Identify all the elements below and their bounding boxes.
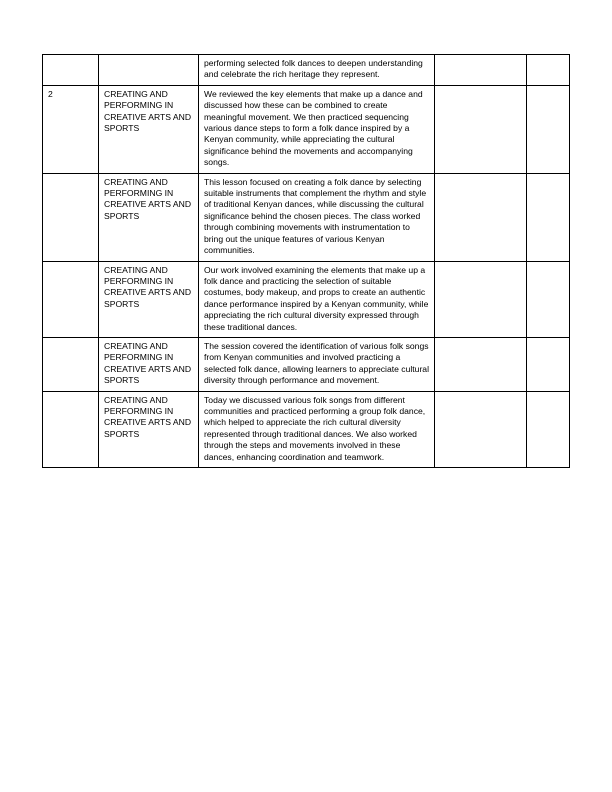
blank-cell bbox=[435, 55, 527, 86]
week-cell bbox=[43, 173, 99, 261]
summary-cell: The session covered the identification of various folk songs from Kenyan communities and involved practicing a selected folk dance, allowing learners to appreciate cultural diversity through performance and movement. bbox=[199, 337, 435, 391]
table-row bbox=[43, 55, 570, 86]
subject-cell: CREATING AND PERFORMING IN CREATIVE ARTS AND SPORTS bbox=[99, 173, 199, 261]
blank-cell bbox=[527, 85, 570, 173]
blank-cell bbox=[435, 173, 527, 261]
blank-cell bbox=[435, 337, 527, 391]
week-cell bbox=[43, 337, 99, 391]
subject-cell: CREATING AND PERFORMING IN CREATIVE ARTS AND SPORTS bbox=[99, 85, 199, 173]
summary-cell: Today we discussed various folk songs from different communities and practiced performing a group folk dance, which helped to appreciate the rich cultural diversity represented through traditional dances. We also worked through the steps and movements involved in these dances, enhancing coordination and teamwork. bbox=[199, 391, 435, 467]
blank-cell bbox=[527, 337, 570, 391]
blank-cell bbox=[527, 55, 570, 86]
week-cell bbox=[43, 261, 99, 337]
blank-cell bbox=[435, 85, 527, 173]
week-cell bbox=[43, 55, 99, 86]
week-cell bbox=[43, 391, 99, 467]
summary-cell: Our work involved examining the elements that make up a folk dance and practicing the selection of suitable costumes, body makeup, and props to create an authentic dance performance inspired by a Kenyan community, while appreciating the rich cultural diversity expressed through these traditional dances. bbox=[199, 261, 435, 337]
table-row bbox=[43, 337, 570, 391]
summary-cell: performing selected folk dances to deepen understanding and celebrate the rich heritage they represent. bbox=[199, 55, 435, 86]
blank-cell bbox=[435, 261, 527, 337]
lesson-log-table bbox=[42, 54, 570, 468]
table-row bbox=[43, 391, 570, 467]
blank-cell bbox=[527, 261, 570, 337]
week-cell: 2 bbox=[43, 85, 99, 173]
summary-cell: This lesson focused on creating a folk dance by selecting suitable instruments that complement the rhythm and style of traditional Kenyan dances, while discussing the cultural significance behind the chosen pieces. The class worked through combining movements with instrumentation to bring out the unique features of various Kenyan communities. bbox=[199, 173, 435, 261]
table-row bbox=[43, 173, 570, 261]
blank-cell bbox=[435, 391, 527, 467]
blank-cell bbox=[527, 391, 570, 467]
subject-cell: CREATING AND PERFORMING IN CREATIVE ARTS AND SPORTS bbox=[99, 261, 199, 337]
table-row bbox=[43, 261, 570, 337]
subject-cell: CREATING AND PERFORMING IN CREATIVE ARTS AND SPORTS bbox=[99, 337, 199, 391]
subject-cell: CREATING AND PERFORMING IN CREATIVE ARTS AND SPORTS bbox=[99, 391, 199, 467]
subject-cell bbox=[99, 55, 199, 86]
table-row bbox=[43, 85, 570, 173]
blank-cell bbox=[527, 173, 570, 261]
summary-cell: We reviewed the key elements that make up a dance and discussed how these can be combined to create meaningful movement. We then practiced sequencing various dance steps to form a folk dance inspired by a Kenyan community, while appreciating the cultural significance behind the movements and accompanying songs. bbox=[199, 85, 435, 173]
